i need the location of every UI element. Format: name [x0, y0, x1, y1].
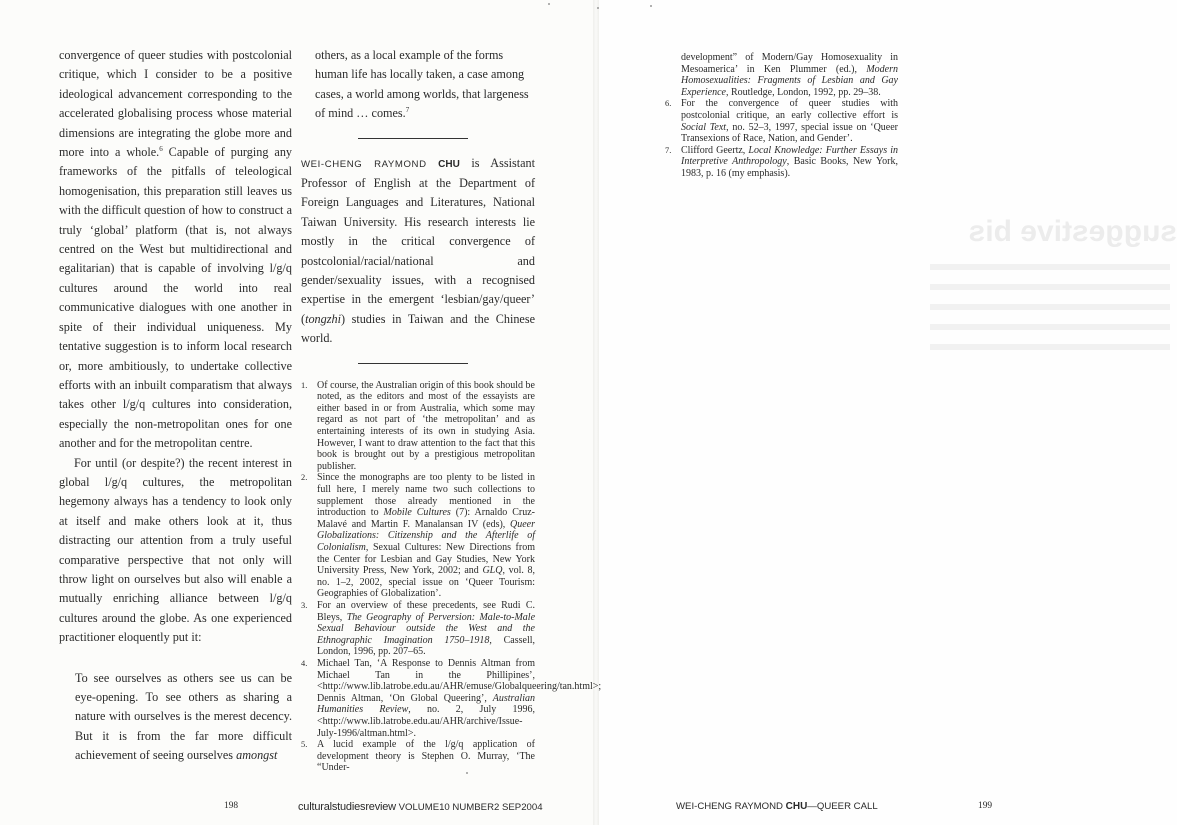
author-name: WEI-CHENG RAYMOND: [301, 158, 427, 170]
block-quote: [59, 669, 292, 766]
footer-author-name: WEI-CHENG RAYMOND: [676, 801, 783, 812]
show-through-text: suggestive bis: [968, 215, 1177, 248]
endnote-title: Social Text: [681, 121, 727, 133]
page-number: 198: [224, 801, 239, 811]
endnote-1: [301, 380, 535, 473]
bio-emphasis: tongzhi: [305, 311, 341, 326]
scan-speck: [650, 5, 652, 7]
endnote-text: development” of Modern/Gay Homosexuality in Mesoamerica’ in Ken Plummer (ed.),: [681, 52, 898, 75]
journal-title: culturalstudiesreview: [298, 801, 396, 813]
endnote-text: Since the monographs are too plenty to be listed in full here, I merely name two such collections to supplement those already mentioned in the introduction to: [317, 472, 535, 519]
endnote-text: Clifford Geertz,: [681, 144, 749, 156]
paragraph: For until (or despite?) the recent interest in global l/g/q cultures, the metropolitan hegemony always has a tendency to look only at itself and make others look at it, thus distracting our attention from a truly useful comparative perspective that not only will throw light on ourselves but also will enable a mutually enriching alliance between l/g/q cultures around the globe. As one experienced practitioner eloquently put it:: [59, 455, 292, 645]
endnote-title: The Geography of Perversion: Male-to-Male Sexual Behaviour outside the West and the Ethnographic Imagination 1750–1918: [317, 611, 536, 646]
endnote-title: Mobile Cultures: [383, 507, 451, 519]
endnote-text: , Routledge, London, 1992, pp. 29–38.: [725, 86, 881, 98]
endnote-title: Modern Homosexualities: Fragments of Lesbian and Gay Experience: [681, 63, 898, 98]
body-column-2: [301, 46, 602, 774]
paragraph: [59, 46, 292, 454]
section-rule: [358, 138, 468, 139]
paragraph-text: convergence of queer studies with postcolonial critique, which I consider to be a positive ideological advancement corresponding to the accelerated globalising process whose material dimensions are integrating the globe more and more into a whole.: [59, 48, 292, 160]
footer-short-title: —QUEER CALL: [807, 801, 878, 812]
author-bio: [301, 154, 535, 349]
endnote-text: Michael Tan, ‘A Response to Dennis Altman from Michael Tan in the Phillipines’, <http://www.lib.latrobe.edu.au/AHR/emuse/Globalqueering/tan.html>; Dennis Altman, ‘On Global Queering’,: [317, 657, 602, 704]
endnote-title: Queer Globalizations: Citizenship and the Afterlife of Colonialism: [317, 518, 535, 553]
endnote-text: , Cassell, London, 1996, pp. 207–65.: [317, 634, 536, 658]
endnote-2: [301, 472, 535, 600]
endnote-text: For the convergence of queer studies with postcolonial critique, an early collective effort is: [681, 98, 898, 121]
endnote-number: 3.: [301, 600, 308, 610]
endnote-5-cont: [665, 52, 898, 98]
endnote-number: 1.: [301, 380, 308, 390]
paragraph-text: Capable of purging any frameworks of the pitfalls of teleological homogenisation, this preparation still leaves us with the difficult question of how to construct a truly ‘global’ platform (that is, not always centred on the West but multidirectional and egalitarian) that is capable of involving l/g/q cultures around the world into real communicative dialogues with one another in spite of their individual uniqueness. My tentative suggestion is to inform local research or, more ambitiously, to undertake collective efforts with an inbuilt comparatism that always takes other l/g/q cultures into consideration, especially the non-metropolitan ones for one another and for the metropolitan centre.: [59, 145, 293, 451]
endnote-title: Australian Humanities Review: [317, 692, 535, 716]
endnote-text: A lucid example of the l/g/q application of development theory is Stephen O. Murray, ‘The “Under-: [317, 739, 535, 774]
scan-speck: [597, 7, 599, 9]
show-through-lines: [930, 250, 1170, 550]
bio-text: ) studies in Taiwan and the Chinese world.: [301, 311, 535, 346]
endnote-number: 4.: [301, 658, 308, 668]
endnote-3: [301, 600, 535, 658]
endnotes-list: [665, 52, 898, 180]
endnote-text: Of course, the Australian origin of this book should be noted, as the editors and most of the essayists are either based in or from Australia, which some may regard as not part of ‘the metropolitan’ and as entertaining interests of its own in studying Asia. However, I want to draw attention to the fact that this book is brought out by a prestigious metropolitan publisher.: [317, 379, 535, 472]
quote-text: others, as a local example of the forms human life has locally taken, a case among cases, a world among worlds, that largeness of mind … comes.: [315, 48, 529, 121]
bio-text: is Assistant Professor of English at the Department of Foreign Languages and Literatures, National Taiwan University. His research interests lie mostly in the critical convergence of postcolonial/racial/national and gender/sexuality issues, with a recognised expertise in the emergent ‘lesbian/gay/queer’ (: [301, 155, 535, 326]
endnote-text: , no. 2, July 1996, <http://www.lib.latrobe.edu.au/AHR/archive/Issue-July-1996/altman.html>.: [317, 704, 535, 739]
endnotes-continued: [665, 52, 898, 180]
author-surname: CHU: [438, 158, 460, 170]
endnote-6: [665, 98, 898, 144]
endnote-title: GLQ: [482, 565, 503, 577]
endnote-7: [665, 145, 898, 180]
section-rule: [358, 363, 468, 364]
page-gutter: [593, 0, 599, 825]
footer-author-surname: CHU: [785, 801, 808, 812]
endnote-text: (7): Arnaldo Cruz-Malavé and Martin F. Manalansan IV (eds),: [317, 507, 535, 530]
running-footer-journal: [298, 801, 543, 813]
page-number: 199: [978, 801, 993, 811]
endnote-text: , vol. 8, no. 1–2, 2002, special issue on ‘Queer Tourism: Geographies of Globalization’.: [317, 565, 536, 600]
endnote-4: [301, 657, 602, 739]
endnote-text: , no. 52–3, 1997, special issue on ‘Queer Transexions of Race, Nation, and Gender’.: [681, 121, 899, 145]
body-column-1: [59, 46, 292, 766]
endnote-number: 7.: [665, 145, 672, 155]
endnote-number: 2.: [301, 473, 308, 483]
volume-info: VOLUME10 NUMBER2 SEP2004: [398, 802, 543, 813]
quote-text: To see ourselves as others see us can be eye-opening. To see others as sharing a nature with ourselves is the merest decency. But it is from the far more difficult achievement of seeing ourselves: [75, 670, 292, 763]
endnote-number: 6.: [665, 99, 672, 109]
endnote-text: , Sexual Cultures: New Directions from the Center for Lesbian and Gay Studies, New York University Press, New York, 2002; and: [317, 542, 535, 577]
block-quote-continued: [301, 46, 535, 124]
running-footer-author: [676, 801, 878, 812]
endnote-5: [301, 739, 535, 774]
footnote-ref[interactable]: 6: [159, 144, 163, 153]
scan-speck: [548, 3, 550, 5]
endnote-number: 5.: [301, 740, 308, 750]
endnotes-list: [301, 379, 602, 774]
quote-emphasis: amongst: [236, 748, 278, 763]
endnote-text: , Basic Books, New York, 1983, p. 16 (my emphasis).: [681, 156, 898, 179]
endnote-text: For an overview of these precedents, see Rudi C. Bleys,: [317, 599, 535, 623]
endnote-title: Local Knowledge: Further Essays in Interpretive Anthropology: [681, 144, 898, 168]
footnote-ref[interactable]: 7: [405, 106, 410, 115]
